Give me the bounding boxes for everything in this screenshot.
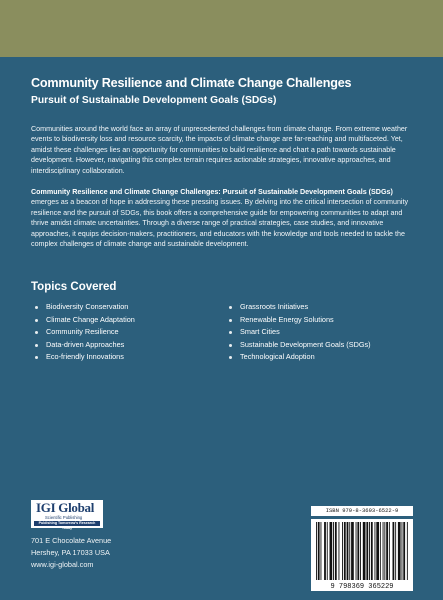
topics-heading: Topics Covered	[31, 281, 117, 293]
isbn-label: ISBN 979-8-3693-6522-9	[311, 506, 413, 516]
topic-right-4: Sustainable Development Goals (SDGs)	[227, 339, 371, 352]
book-subtitle: Pursuit of Sustainable Development Goals (SDGs)	[31, 95, 277, 106]
description-paragraph-2	[31, 187, 413, 249]
description-bold-title: Community Resilience and Climate Change Challenges: Pursuit of Sustainable Development Goals (SDGs)	[31, 188, 393, 197]
description-paragraph-2-text: emerges as a beacon of hope in addressing these pressing issues. By delving into the critical intersection of community resilience and the pursuit of SDGs, this book offers a comprehensive guide for empowering communities to adapt and thrive amidst climate uncertainties. Through a diverse range of practical strategies, case studies, and innovative approaches, it equips decision-makers, practitioners, and educators with the knowledge and tools needed to tackle the complex challenges of climate change and sustainable development.	[31, 198, 409, 249]
barcode-digits: 9 798369 365229	[330, 583, 394, 591]
topics-list-left	[33, 301, 135, 364]
topic-left-3: Community Resilience	[33, 326, 135, 339]
topic-left-2: Climate Change Adaptation	[33, 314, 135, 327]
topic-left-5: Eco-friendly Innovations	[33, 351, 135, 364]
logo-sub: Scientific Publishing	[45, 515, 83, 520]
topic-left-4: Data-driven Approaches	[33, 339, 135, 352]
topic-left-1: Biodiversity Conservation	[33, 301, 135, 314]
publisher-address	[31, 535, 111, 571]
topic-right-5: Technological Adoption	[227, 351, 371, 364]
publisher-website: www.igi-global.com	[31, 560, 94, 569]
topic-right-2: Renewable Energy Solutions	[227, 314, 371, 327]
logo-tagline: Publishing Tomorrow's Research Today	[34, 521, 100, 526]
logo-name: IGI Global	[36, 500, 95, 515]
top-color-band	[0, 0, 443, 57]
address-line-1: 701 E Chocolate Avenue	[31, 536, 112, 545]
description-block	[31, 76, 413, 249]
description-paragraph-1: Communities around the world face an array of unprecedented challenges from climate change. From extreme weather events to biodiversity loss and resource scarcity, the impacts of climate change are far-reaching and multifaceted. Yet, amidst these challenges lies an opportunity for communities to build resilience and chart a path towards sustainable development. However, navigating this complex terrain requires actionable strategies, innovative approaches, and interdisciplinary collaboration.	[31, 125, 408, 175]
topics-list-right	[227, 301, 371, 364]
igi-global-logo	[31, 500, 103, 528]
address-line-2: Hershey, PA 17033 USA	[31, 548, 110, 557]
isbn-barcode-block	[311, 506, 413, 591]
barcode-image	[311, 519, 413, 591]
topic-right-1: Grassroots Initiatives	[227, 301, 371, 314]
publisher-block	[31, 500, 111, 571]
topic-right-3: Smart Cities	[227, 326, 371, 339]
book-title: Community Resilience and Climate Change Challenges	[31, 76, 352, 90]
